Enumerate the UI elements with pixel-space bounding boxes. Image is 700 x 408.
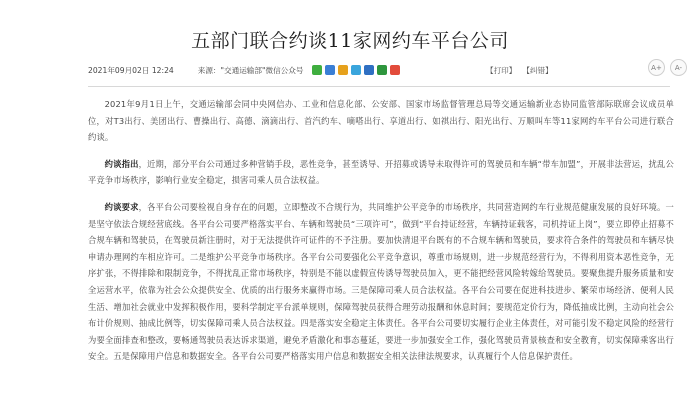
- share-tqq-icon[interactable]: [351, 65, 361, 75]
- share-icons: [312, 65, 400, 75]
- source-name: "交通运输部"微信公众号: [220, 65, 304, 75]
- share-wechat-icon[interactable]: [312, 65, 322, 75]
- article-actions: [486, 65, 553, 76]
- header-divider: [88, 86, 670, 87]
- share-weibo-icon[interactable]: [325, 65, 335, 75]
- print-link[interactable]: 【打印】: [486, 66, 517, 75]
- share-qzone-icon[interactable]: [338, 65, 348, 75]
- paragraph-requirements: [88, 199, 674, 365]
- paragraph-intro: 2021年9月1日上午，交通运输部会同中央网信办、工业和信息化部、公安部、国家市场监督管理总局等交通运输新业态协同监管部际联席会议成员单位，对T3出行、美团出行、曹操出行、高德、滴滴出行、首汽约车、嘀嗒出行、享道出行、如祺出行、阳光出行、万顺叫车等11家网约车平台公司进行联合约谈。: [88, 99, 674, 143]
- share-more-icon[interactable]: [390, 65, 400, 75]
- share-douban-icon[interactable]: [377, 65, 387, 75]
- correct-link[interactable]: 【纠错】: [522, 66, 553, 75]
- paragraph-text: ，各平台公司要检视自身存在的问题，立即整改不合规行为，共同维护公平竞争的市场秩序，共同营造网约车行业规范健康发展的良好环境。一是坚守依法合规经营底线。各平台公司要严格落实平台、车辆和驾驶员“三项许可”，做到“平台持证经营，车辆持证载客，司机持证上岗”，要立即停止招募不合规车辆和驾驶员，在驾驶员新注册时，对于无法提供许可证件的不予注册。要加快清退平台既有的不合规车辆和驾驶员，要求符合条件的驾驶员和车辆尽快申请办理网约车相应许可。二是维护公平竞争市场秩序。各平台公司要强化公平竞争意识，尊重市场规则，进一步规范经营行为，不得利用资本恶性竞争，无序扩张，不得排除和限制竞争，不得扰乱正常市场秩序，特别是不能以虚假宣传诱导驾驶员加入，更不能把经营风险转嫁给驾驶员。要聚焦提升服务质量和安全运营水平，依靠为社会公众提供安全、优质的出行服务来赢得市场。三是保障司乘人员合法权益。各平台公司要在促进科技进步、繁荣市场经济、便利人民生活、增加社会就业中发挥积极作用，要科学制定平台派单规则，保障驾驶员获得合理劳动报酬和休息时间；要规范定价行为，降低抽成比例，主动向社会公布计价规则、抽成比例等，切实保障司乘人员合法权益。四是落实安全稳定主体责任。各平台公司要切实履行企业主体责任，对可能引发不稳定风险的经营行为要全面排查和整改，要畅通驾驶员表达诉求渠道，避免矛盾激化和事态蔓延，要进一步加强安全工作，强化驾驶员背景核查和安全教育，切实保障乘客出行安全。五是保障用户信息和数据安全。各平台公司要严格落实用户信息和数据安全相关法律法规要求，认真履行个人信息保护责任。: [88, 201, 674, 362]
- paragraph-talk-points: [88, 156, 674, 189]
- article-body: [88, 96, 674, 375]
- paragraph-lead: 约谈要求: [104, 201, 139, 212]
- source-label: 来源：: [197, 65, 221, 75]
- publish-date: 2021年09月02日 12:24: [88, 65, 174, 75]
- paragraph-text: ，近期，部分平台公司通过多种营销手段，恶性竞争，甚至诱导、开招募或诱导未取得许可的驾驶员和车辆“带车加盟”，开展非法营运，扰乱公平竞争市场秩序，影响行业安全稳定，损害司乘人员合法权益。: [88, 158, 674, 186]
- font-decrease-button[interactable]: A-: [670, 59, 687, 76]
- article-title: 五部门联合约谈11家网约车平台公司: [191, 30, 509, 52]
- article-meta: [88, 63, 400, 77]
- font-increase-button[interactable]: A+: [648, 59, 665, 76]
- share-renren-icon[interactable]: [364, 65, 374, 75]
- paragraph-lead: 约谈指出: [104, 158, 139, 169]
